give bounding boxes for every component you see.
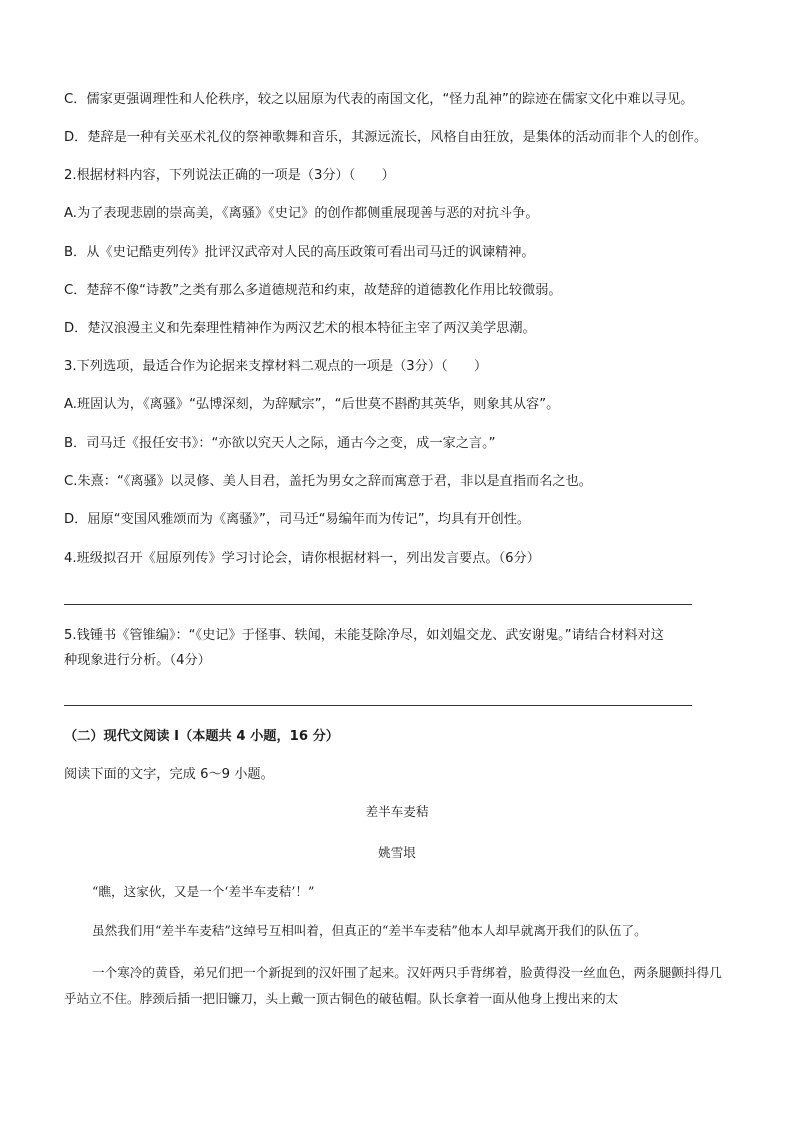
question-3-option-c: C.朱熹：“《离骚》以灵修、美人目君，盖托为男女之辞而寓意于君，非以是直指而名之也。 bbox=[64, 474, 592, 489]
story-paragraph-2: 虽然我们用“差半车麦秸”这绰号互相叫着，但真正的“差半车麦秸”他本人却早就离开我们的队伍了。 bbox=[92, 923, 647, 938]
question-2-option-c: C．楚辞不像“诗教”之类有那么多道德规范和约束，故楚辞的道德教化作用比较微弱。 bbox=[64, 283, 562, 298]
instruction-line: 阅读下面的文字，完成 6～9 小题。 bbox=[64, 767, 274, 782]
answer-line-5 bbox=[64, 705, 692, 706]
answer-line-4 bbox=[64, 604, 692, 605]
option-d-line: D．楚辞是一种有关巫术礼仪的祭神歌舞和音乐，其源远流长，风格自由狂放，是集体的活动而非个人的创作。 bbox=[64, 130, 708, 145]
question-4: 4.班级拟召开《屈原列传》学习讨论会，请你根据材料一，列出发言要点。（6分） bbox=[64, 551, 540, 566]
story-title: 差半车麦秸 bbox=[365, 804, 429, 819]
question-5-line-1: 5.钱锺书《管锥编》：“《史记》于怪事、轶闻，未能芟除净尽，如刘媪交龙、武安谢鬼。”请结合材料对这 bbox=[64, 628, 664, 643]
section-heading: （二）现代文阅读 I（本题共 4 小题，16 分） bbox=[64, 729, 339, 744]
question-3: 3.下列选项，最适合作为论据来支撑材料二观点的一项是（3分）（ ） bbox=[64, 359, 488, 374]
question-3-option-d: D．屈原“变国风雅颂而为《离骚》”，司马迁“易编年而为传记”，均具有开创性。 bbox=[64, 512, 531, 527]
question-2-option-d: D．楚汉浪漫主义和先秦理性精神作为两汉艺术的根本特征主宰了两汉美学思潮。 bbox=[64, 321, 536, 336]
question-3-option-b: B．司马迁《报任安书》：“亦欲以究天人之际，通古今之变，成一家之言。” bbox=[64, 436, 496, 451]
question-5-line-2: 种现象进行分析。（4分） bbox=[64, 653, 211, 668]
question-2-option-a: A.为了表现悲剧的崇高美，《离骚》《史记》的创作都侧重展现善与恶的对抗斗争。 bbox=[64, 206, 539, 221]
option-c-line: C．儒家更强调理性和人伦秩序，较之以屈原为代表的南国文化，“怪力乱神”的踪迹在儒家文化中难以寻见。 bbox=[64, 92, 694, 107]
story-paragraph-1: “瞧，这家伙，又是一个‘差半车麦秸’！” bbox=[92, 884, 315, 899]
story-author: 姚雪垠 bbox=[378, 845, 416, 860]
question-2-option-b: B．从《史记酷吏列传》批评汉武帝对人民的高压政策可看出司马迁的讽谏精神。 bbox=[64, 245, 535, 260]
question-2: 2.根据材料内容，下列说法正确的一项是（3分）（ ） bbox=[64, 168, 395, 183]
question-3-option-a: A.班固认为，《离骚》“弘博深刻，为辞赋宗”，“后世莫不斟酌其英华，则象其从容”。 bbox=[64, 397, 560, 412]
story-paragraph-3: 一个寒冷的黄昏，弟兄们把一个新捉到的汉奸围了起来。汉奸两只手背绑着，脸黄得没一丝血色，两条腿颤抖得几乎站立不住。脖颈后插一把旧镰刀，头上戴一顶古铜色的破毡帽。队长拿着一面从他身上搜出来的太 bbox=[64, 965, 722, 1006]
